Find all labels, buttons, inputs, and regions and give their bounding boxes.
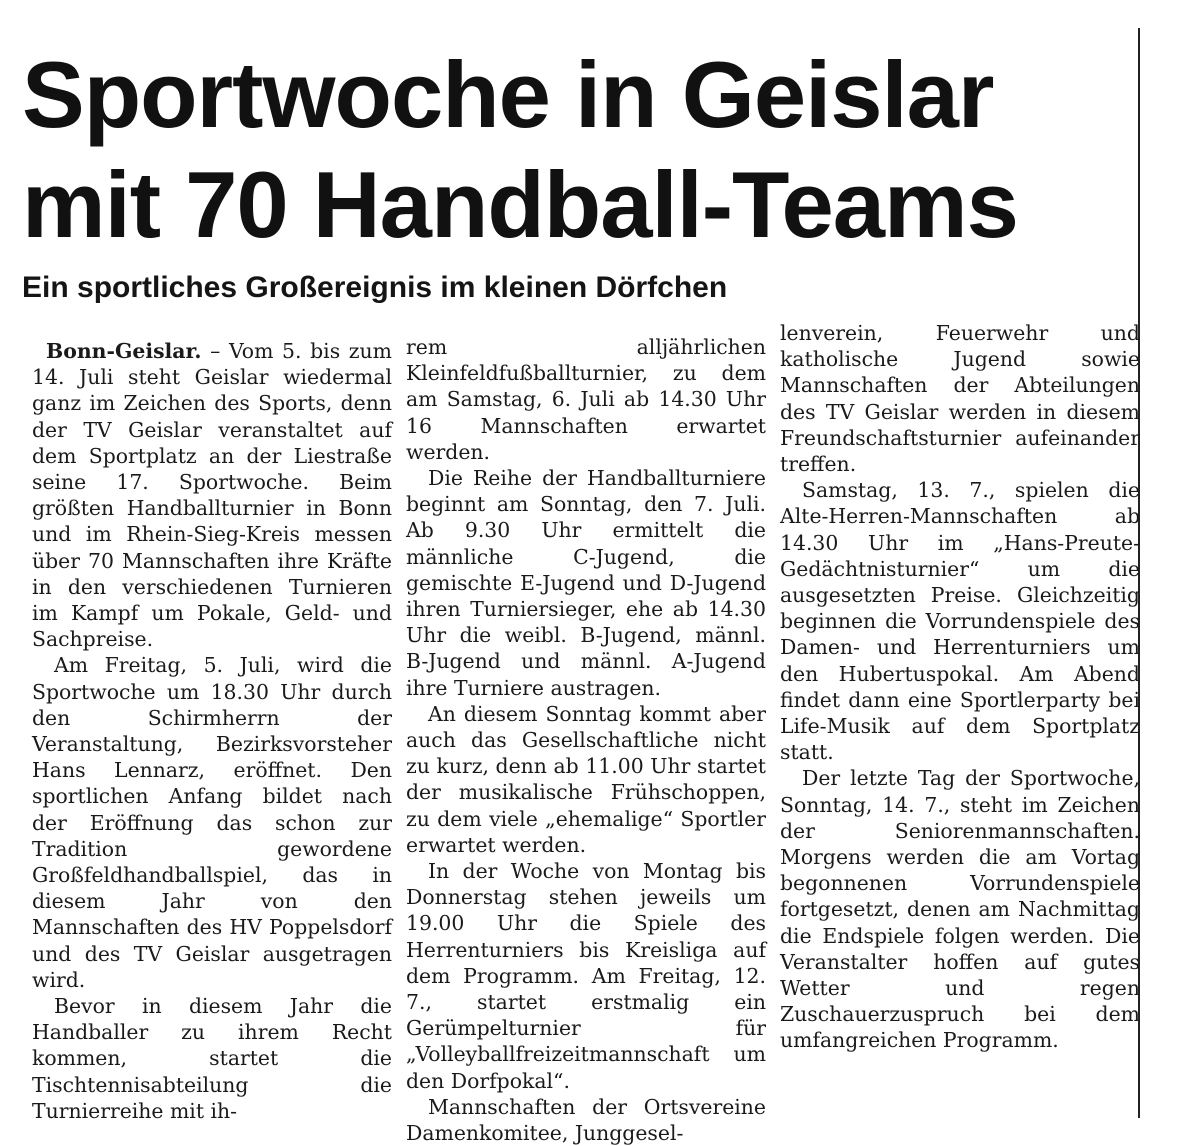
headline-line-1: Sportwoche in Geislar xyxy=(22,42,994,147)
headline-line-2: mit 70 Handball-Teams xyxy=(22,152,1018,257)
paragraph: lenverein, Feuerwehr und katholische Jugend sowie Mannschaften der Abteilungen des TV Geislar werden in diesem Freundschaftsturnier aufeinander treffen. xyxy=(780,321,1140,477)
dateline: Bonn-Geislar. xyxy=(46,339,202,363)
paragraph: Die Reihe der Handballturniere beginnt am Sonntag, den 7. Juli. Ab 9.30 Uhr ermittelt die männliche C-Jugend, die gemischte E-Jugend und D-Jugend ihren Turniersieger, ehe ab 14.30 Uhr die weibl. B-Jugend, männl. B-Jugend und männl. A-Jugend ihre Turniere austragen. xyxy=(406,466,766,700)
subheadline: Ein sportliches Großereignis im kleinen Dörfchen xyxy=(22,271,728,304)
paragraph: Der letzte Tag der Sportwoche, Sonntag, 14. 7., steht im Zeichen der Seniorenmannschaften. Morgens werden die am Vortag begonnenen Vorrundenspiele fortgesetzt, denen am Nachmittag die Endspiele folgen werden. Die Veranstalter hoffen auf gutes Wetter und regen Zuschauerzuspruch bei dem umfangreichen Programm. xyxy=(780,766,1140,1053)
column-3 xyxy=(780,320,1140,1108)
paragraph: Samstag, 13. 7., spielen die Alte-Herren-Mannschaften ab 14.30 Uhr im „Hans-Preute-Gedächtnisturnier“ um die ausgesetzten Preise. Gleichzeitig beginnen die Vorrundenspiele des Damen- und Herrenturniers um den Hubertuspokal. Am Abend findet dann eine Sportlerparty bei Life-Musik auf dem Sportplatz statt. xyxy=(780,478,1140,765)
paragraph: An diesem Sonntag kommt aber auch das Gesellschaftliche nicht zu kurz, denn ab 11.00 Uhr startet der musikalische Frühschoppen, zu dem viele „ehemalige“ Sportler erwartet werden. xyxy=(406,701,766,857)
paragraph: Bevor in diesem Jahr die Handballer zu ihrem Recht kommen, startet die Tischtennisabteilung die Turnierreihe mit ih- xyxy=(32,994,392,1123)
paragraph: rem alljährlichen Kleinfeldfußballturnier, zu dem am Samstag, 6. Juli ab 14.30 Uhr 16 Mannschaften erwartet werden. xyxy=(406,335,766,464)
headline xyxy=(22,40,1132,260)
paragraph: Am Freitag, 5. Juli, wird die Sportwoche um 18.30 Uhr durch den Schirmherrn der Veranstaltung, Bezirksvorsteher Hans Lennarz, eröffnet. Den sportlichen Anfang bildet nach der Eröffnung das schon zur Tradition gewordene Großfeldhandballspiel, das in diesem Jahr von den Mannschaften des HV Poppelsdorf und des TV Geislar ausgetragen wird. xyxy=(32,653,392,992)
paragraph xyxy=(32,338,392,652)
article-body xyxy=(28,321,1140,1146)
column-1 xyxy=(28,338,392,1123)
paragraph: Mannschaften der Ortsvereine Damenkomitee, Junggesel- xyxy=(406,1094,766,1146)
column-2 xyxy=(406,334,766,1146)
paragraph-text: – Vom 5. bis zum 14. Juli steht Geislar wiedermal ganz im Zeichen des Sports, denn der TV Geislar veranstaltet auf dem Sportplatz an der Liestraße seine 17. Sportwoche. Beim größten Handballturnier in Bonn und im Rhein-Sieg-Kreis messen über 70 Mannschaften ihre Kräfte in den verschiedenen Turnieren im Kampf um Pokale, Geld- und Sachpreise. xyxy=(32,339,392,652)
paragraph: In der Woche von Montag bis Donnerstag stehen jeweils um 19.00 Uhr die Spiele des Herrenturniers bis Kreisliga auf dem Programm. Am Freitag, 12. 7., startet erstmalig ein Gerümpelturnier für „Volleyballfreizeitmannschaft um den Dorfpokal“. xyxy=(406,859,766,1093)
